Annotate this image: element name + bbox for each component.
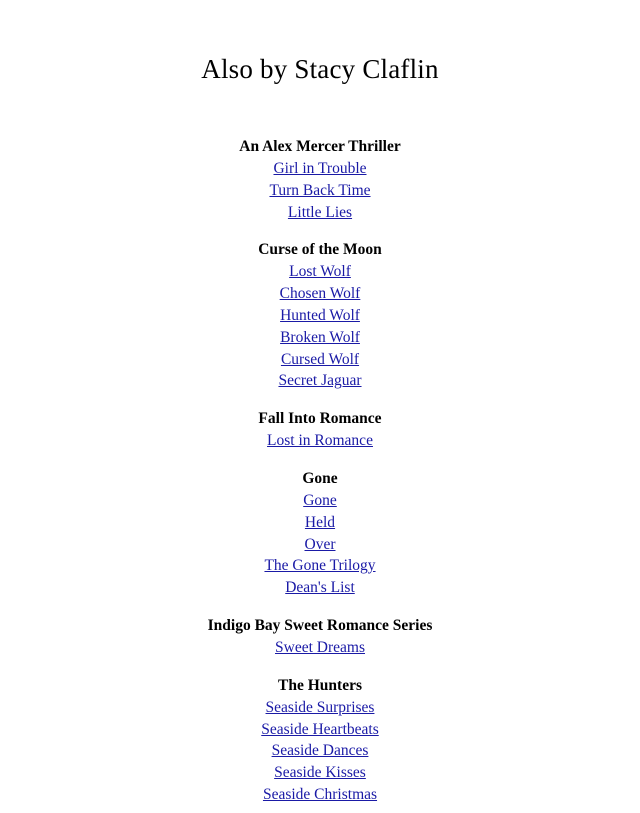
- book-link[interactable]: Secret Jaguar: [278, 372, 362, 390]
- book-link[interactable]: Seaside Dances: [271, 742, 369, 760]
- list-item: [0, 512, 640, 534]
- series-heading: An Alex Mercer Thriller: [239, 138, 401, 155]
- list-item: [0, 261, 640, 283]
- book-link[interactable]: Girl in Trouble: [273, 160, 367, 177]
- book-list: [0, 430, 640, 452]
- series-heading: The Hunters: [278, 676, 362, 694]
- series-heading: Curse of the Moon: [258, 241, 382, 259]
- book-link[interactable]: Gone: [303, 491, 337, 509]
- list-item: [0, 555, 640, 577]
- book-link[interactable]: Seaside Kisses: [274, 764, 366, 782]
- series-section: [0, 615, 640, 659]
- book-link[interactable]: Seaside Christmas: [262, 785, 378, 803]
- list-item: [0, 305, 640, 327]
- book-link[interactable]: Seaside Surprises: [265, 698, 375, 716]
- list-item: [0, 534, 640, 556]
- book-link[interactable]: Turn Back Time: [269, 181, 371, 199]
- series-section: [0, 239, 640, 392]
- series-section: [0, 408, 640, 452]
- list-item: [0, 202, 640, 224]
- list-item: [0, 762, 640, 784]
- list-item: [0, 697, 640, 719]
- list-item: [0, 784, 640, 806]
- series-list: [0, 136, 640, 806]
- list-item: [0, 577, 640, 599]
- book-link[interactable]: Hunted Wolf: [280, 306, 360, 324]
- book-link[interactable]: Broken Wolf: [280, 328, 360, 346]
- list-item: [0, 158, 640, 180]
- book-link[interactable]: Lost in Romance: [267, 432, 373, 450]
- series-section: [0, 136, 640, 223]
- book-list: [0, 490, 640, 599]
- list-item: [0, 637, 640, 659]
- book-list: [0, 261, 640, 392]
- book-list: [0, 697, 640, 806]
- book-list: [0, 637, 640, 659]
- book-link[interactable]: Dean's List: [285, 579, 355, 597]
- book-link[interactable]: Over: [304, 535, 336, 553]
- list-item: [0, 370, 640, 392]
- series-heading: Gone: [302, 469, 338, 487]
- book-link[interactable]: Chosen Wolf: [279, 285, 361, 303]
- list-item: [0, 180, 640, 202]
- series-section: [0, 675, 640, 806]
- list-item: [0, 349, 640, 371]
- list-item: [0, 430, 640, 452]
- book-link[interactable]: Lost Wolf: [289, 263, 351, 281]
- book-link[interactable]: The Gone Trilogy: [264, 557, 376, 575]
- series-heading: Fall Into Romance: [258, 410, 382, 428]
- book-link[interactable]: Sweet Dreams: [275, 638, 365, 656]
- series-section: [0, 468, 640, 599]
- book-link[interactable]: Little Lies: [287, 203, 353, 221]
- book-link[interactable]: Held: [304, 513, 336, 531]
- page-title: Also by Stacy Claflin: [201, 54, 439, 84]
- list-item: [0, 740, 640, 762]
- book-link[interactable]: Seaside Heartbeats: [261, 720, 379, 738]
- list-item: [0, 283, 640, 305]
- book-list: [0, 158, 640, 223]
- list-item: [0, 327, 640, 349]
- list-item: [0, 490, 640, 512]
- list-item: [0, 719, 640, 741]
- book-link[interactable]: Cursed Wolf: [280, 350, 360, 368]
- series-heading: Indigo Bay Sweet Romance Series: [207, 616, 433, 634]
